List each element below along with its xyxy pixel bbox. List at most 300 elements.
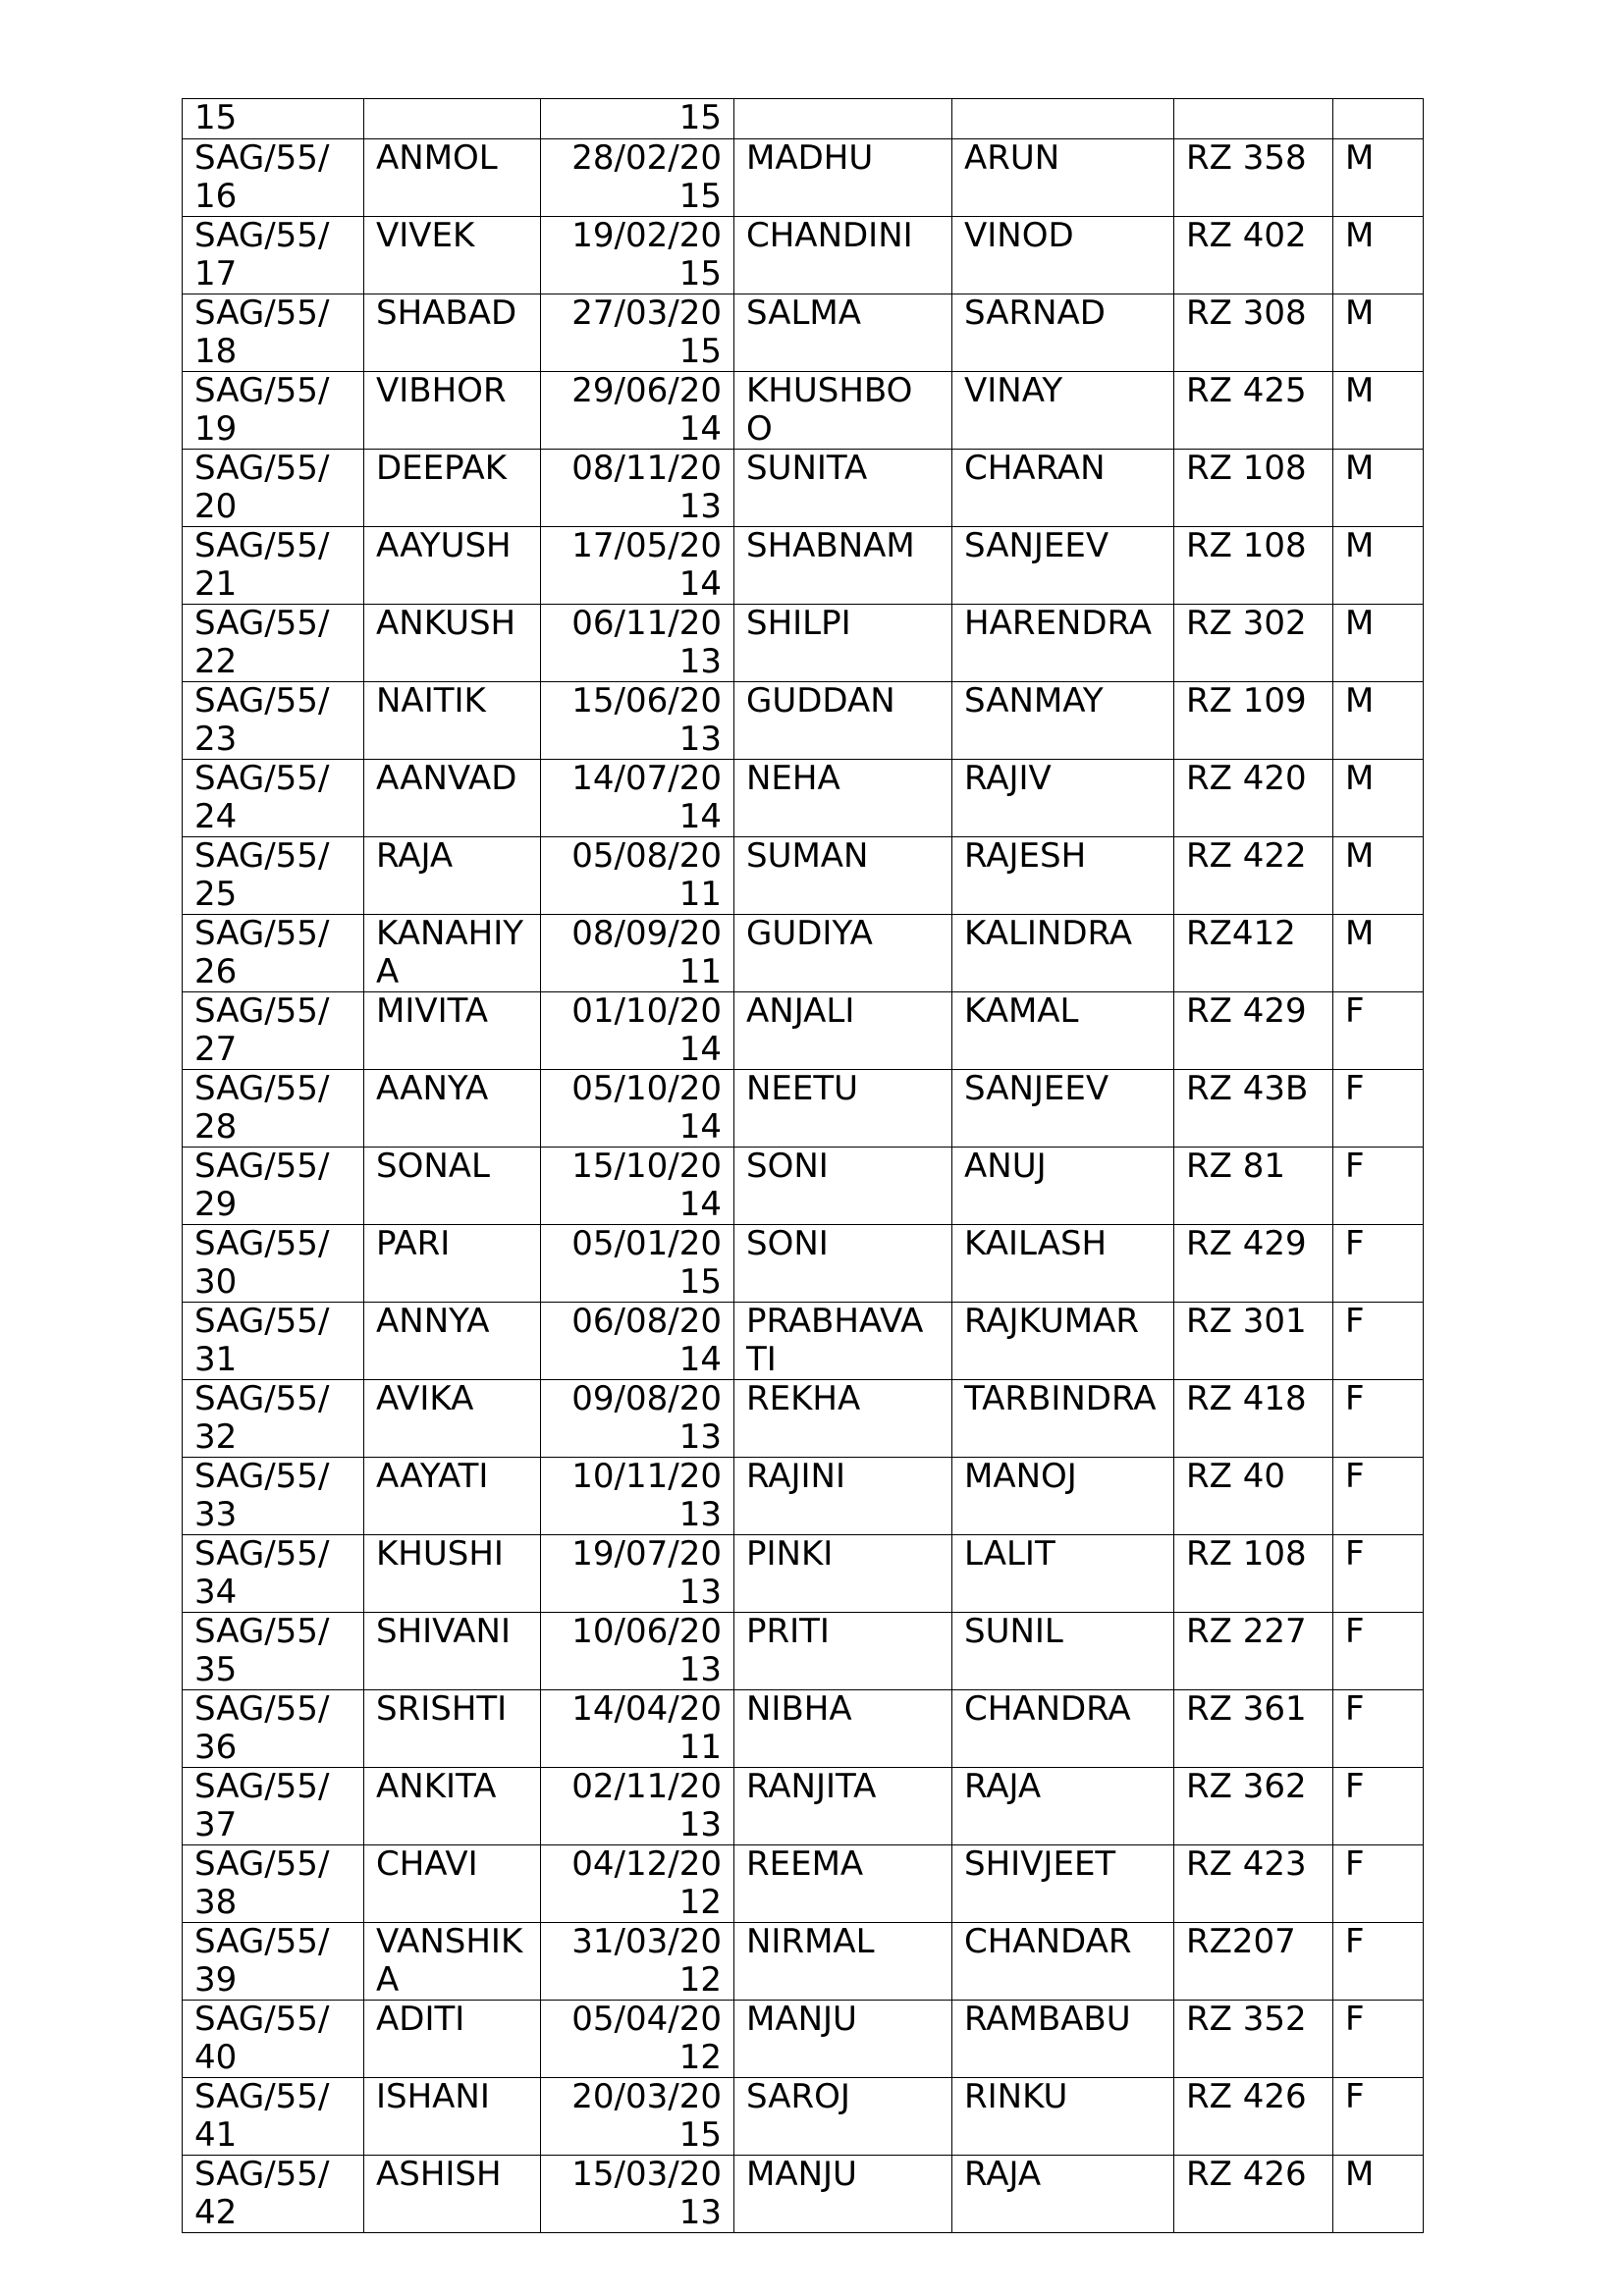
- gender-cell: [1333, 372, 1424, 450]
- admission-number-text: SAG/55/: [194, 1302, 330, 1341]
- student-name-text: RAJA: [376, 836, 454, 876]
- address-cell: [1174, 1768, 1333, 1845]
- admission-number-text: SAG/55/: [194, 1379, 330, 1418]
- gender-cell: [1333, 1845, 1424, 1923]
- admission-number-text: SAG/55/: [194, 2077, 330, 2116]
- mother-name-cell: [734, 2156, 952, 2233]
- date-of-birth-cell: [541, 760, 734, 837]
- gender-text: M: [1345, 371, 1375, 410]
- father-name-cell: [952, 1845, 1174, 1923]
- admission-number-cell: [183, 1458, 364, 1535]
- address-cell: [1174, 1458, 1333, 1535]
- gender-text: F: [1345, 1612, 1365, 1651]
- student-name-text: A: [376, 952, 400, 991]
- father-name-cell: [952, 1303, 1174, 1380]
- mother-name-cell: [734, 605, 952, 682]
- gender-cell: [1333, 2001, 1424, 2078]
- gender-text: F: [1345, 1302, 1365, 1341]
- address-text: RZ 301: [1186, 1302, 1307, 1341]
- student-name-cell: [364, 372, 541, 450]
- admission-number-cell: [183, 1768, 364, 1845]
- date-of-birth-text: 19/02/20: [571, 216, 722, 255]
- admission-number-text: 42: [194, 2193, 238, 2232]
- father-name-text: RAJIV: [964, 759, 1052, 798]
- student-name-cell: [364, 2001, 541, 2078]
- father-name-cell: [952, 1768, 1174, 1845]
- table-row: [183, 837, 1424, 915]
- student-name-text: NAITIK: [376, 681, 486, 721]
- admission-number-text: 17: [194, 254, 238, 294]
- date-of-birth-text: 13: [678, 2193, 722, 2232]
- address-cell: [1174, 2156, 1333, 2233]
- address-cell: [1174, 1380, 1333, 1458]
- date-of-birth-text: 08/09/20: [571, 914, 722, 953]
- gender-text: M: [1345, 449, 1375, 488]
- admission-number-cell: [183, 760, 364, 837]
- mother-name-text: NIRMAL: [746, 1922, 875, 1961]
- student-name-text: AANYA: [376, 1069, 489, 1108]
- student-name-text: DEEPAK: [376, 449, 508, 488]
- gender-text: M: [1345, 216, 1375, 255]
- admission-number-cell: [183, 1303, 364, 1380]
- date-of-birth-text: 13: [678, 1495, 722, 1534]
- father-name-text: SARNAD: [964, 294, 1106, 333]
- father-name-text: ARUN: [964, 138, 1060, 178]
- admission-number-text: 16: [194, 177, 238, 216]
- admission-number-text: SAG/55/: [194, 1844, 330, 1884]
- address-text: RZ 108: [1186, 1534, 1307, 1574]
- student-name-text: SRISHTI: [376, 1689, 508, 1729]
- student-name-text: SONAL: [376, 1147, 490, 1186]
- student-name-text: AAYATI: [376, 1457, 489, 1496]
- admission-number-text: SAG/55/: [194, 681, 330, 721]
- student-name-cell: [364, 99, 541, 139]
- admission-number-cell: [183, 1535, 364, 1613]
- admission-number-text: SAG/55/: [194, 759, 330, 798]
- student-name-text: ANNYA: [376, 1302, 490, 1341]
- date-of-birth-text: 05/10/20: [571, 1069, 722, 1108]
- date-of-birth-text: 13: [678, 487, 722, 526]
- father-name-cell: [952, 1070, 1174, 1148]
- father-name-cell: [952, 1535, 1174, 1613]
- admission-number-text: 36: [194, 1728, 238, 1767]
- admission-number-cell: [183, 605, 364, 682]
- date-of-birth-cell: [541, 1690, 734, 1768]
- address-text: RZ 425: [1186, 371, 1307, 410]
- address-cell: [1174, 837, 1333, 915]
- date-of-birth-text: 14: [678, 409, 722, 449]
- mother-name-cell: [734, 217, 952, 294]
- gender-text: M: [1345, 526, 1375, 565]
- address-text: RZ207: [1186, 1922, 1296, 1961]
- date-of-birth-cell: [541, 915, 734, 992]
- table-row: [183, 605, 1424, 682]
- student-name-cell: [364, 682, 541, 760]
- mother-name-text: REEMA: [746, 1844, 864, 1884]
- mother-name-cell: [734, 1923, 952, 2001]
- mother-name-cell: [734, 837, 952, 915]
- student-name-cell: [364, 992, 541, 1070]
- table-row: [183, 139, 1424, 217]
- address-text: RZ 308: [1186, 294, 1307, 333]
- gender-cell: [1333, 1458, 1424, 1535]
- father-name-cell: [952, 450, 1174, 527]
- address-text: RZ 109: [1186, 681, 1307, 721]
- student-name-cell: [364, 837, 541, 915]
- father-name-cell: [952, 915, 1174, 992]
- date-of-birth-text: 13: [678, 1573, 722, 1612]
- date-of-birth-text: 15: [678, 254, 722, 294]
- student-name-text: ANMOL: [376, 138, 498, 178]
- gender-text: F: [1345, 1689, 1365, 1729]
- admission-number-cell: [183, 837, 364, 915]
- father-name-text: TARBINDRA: [964, 1379, 1157, 1418]
- gender-text: M: [1345, 914, 1375, 953]
- date-of-birth-text: 06/08/20: [571, 1302, 722, 1341]
- student-name-text: VANSHIK: [376, 1922, 523, 1961]
- date-of-birth-cell: [541, 1070, 734, 1148]
- date-of-birth-cell: [541, 1148, 734, 1225]
- father-name-cell: [952, 605, 1174, 682]
- address-cell: [1174, 2078, 1333, 2156]
- date-of-birth-text: 17/05/20: [571, 526, 722, 565]
- gender-cell: [1333, 1070, 1424, 1148]
- student-name-text: PARI: [376, 1224, 451, 1263]
- address-text: RZ 423: [1186, 1844, 1307, 1884]
- admission-number-text: SAG/55/: [194, 138, 330, 178]
- admission-number-cell: [183, 1923, 364, 2001]
- father-name-cell: [952, 2001, 1174, 2078]
- student-name-cell: [364, 1535, 541, 1613]
- father-name-text: CHANDRA: [964, 1689, 1131, 1729]
- mother-name-text: KHUSHBO: [746, 371, 913, 410]
- date-of-birth-text: 11: [678, 1728, 722, 1767]
- address-cell: [1174, 1225, 1333, 1303]
- student-name-text: CHAVI: [376, 1844, 478, 1884]
- address-cell: [1174, 139, 1333, 217]
- mother-name-text: CHANDINI: [746, 216, 913, 255]
- gender-cell: [1333, 682, 1424, 760]
- student-name-text: SHIVANI: [376, 1612, 511, 1651]
- father-name-text: HARENDRA: [964, 604, 1153, 643]
- mother-name-text: ANJALI: [746, 991, 855, 1031]
- mother-name-cell: [734, 2078, 952, 2156]
- father-name-text: RINKU: [964, 2077, 1068, 2116]
- gender-cell: [1333, 760, 1424, 837]
- mother-name-cell: [734, 450, 952, 527]
- admission-number-text: 41: [194, 2115, 238, 2155]
- admission-number-text: 25: [194, 875, 238, 914]
- gender-text: F: [1345, 2000, 1365, 2039]
- father-name-text: RAJA: [964, 2155, 1042, 2194]
- father-name-cell: [952, 760, 1174, 837]
- father-name-text: VINAY: [964, 371, 1063, 410]
- mother-name-cell: [734, 372, 952, 450]
- admission-number-text: SAG/55/: [194, 1457, 330, 1496]
- address-text: RZ 40: [1186, 1457, 1285, 1496]
- student-name-text: ADITI: [376, 2000, 465, 2039]
- admission-number-cell: [183, 1690, 364, 1768]
- mother-name-text: SUNITA: [746, 449, 868, 488]
- mother-name-text: RAJINI: [746, 1457, 846, 1496]
- student-name-text: ASHISH: [376, 2155, 502, 2194]
- gender-cell: [1333, 1148, 1424, 1225]
- father-name-cell: [952, 682, 1174, 760]
- father-name-cell: [952, 1225, 1174, 1303]
- mother-name-cell: [734, 1845, 952, 1923]
- date-of-birth-text: 15/06/20: [571, 681, 722, 721]
- admission-number-text: SAG/55/: [194, 526, 330, 565]
- gender-cell: [1333, 2078, 1424, 2156]
- admission-number-text: 15: [194, 98, 238, 137]
- address-cell: [1174, 294, 1333, 372]
- student-name-cell: [364, 1768, 541, 1845]
- date-of-birth-cell: [541, 992, 734, 1070]
- date-of-birth-cell: [541, 2156, 734, 2233]
- mother-name-cell: [734, 760, 952, 837]
- date-of-birth-text: 12: [678, 1960, 722, 2000]
- gender-cell: [1333, 1380, 1424, 1458]
- student-name-cell: [364, 1070, 541, 1148]
- student-name-cell: [364, 1690, 541, 1768]
- gender-cell: [1333, 527, 1424, 605]
- address-cell: [1174, 992, 1333, 1070]
- date-of-birth-text: 06/11/20: [571, 604, 722, 643]
- admission-number-cell: [183, 682, 364, 760]
- table-row: [183, 915, 1424, 992]
- date-of-birth-text: 12: [678, 1883, 722, 1922]
- admission-number-text: SAG/55/: [194, 1069, 330, 1108]
- student-name-cell: [364, 450, 541, 527]
- admission-number-text: 24: [194, 797, 238, 836]
- table-row: [183, 1535, 1424, 1613]
- address-text: RZ 420: [1186, 759, 1307, 798]
- father-name-cell: [952, 99, 1174, 139]
- address-cell: [1174, 1535, 1333, 1613]
- father-name-cell: [952, 1690, 1174, 1768]
- gender-text: F: [1345, 1844, 1365, 1884]
- father-name-cell: [952, 2156, 1174, 2233]
- father-name-cell: [952, 1458, 1174, 1535]
- address-cell: [1174, 1613, 1333, 1690]
- date-of-birth-text: 13: [678, 720, 722, 759]
- student-name-cell: [364, 1923, 541, 2001]
- table-row: [183, 1148, 1424, 1225]
- date-of-birth-cell: [541, 1303, 734, 1380]
- mother-name-cell: [734, 1458, 952, 1535]
- table-row: [183, 2156, 1424, 2233]
- table-row: [183, 1303, 1424, 1380]
- father-name-text: RAJESH: [964, 836, 1087, 876]
- father-name-cell: [952, 372, 1174, 450]
- gender-cell: [1333, 1923, 1424, 2001]
- table-row: [183, 1225, 1424, 1303]
- table-row: [183, 1845, 1424, 1923]
- admission-number-text: 30: [194, 1262, 238, 1302]
- father-name-text: ANUJ: [964, 1147, 1047, 1186]
- admission-number-cell: [183, 372, 364, 450]
- student-name-cell: [364, 605, 541, 682]
- table-row: [183, 1768, 1424, 1845]
- table-row: [183, 1613, 1424, 1690]
- address-text: RZ412: [1186, 914, 1296, 953]
- address-text: RZ 422: [1186, 836, 1307, 876]
- table-row: [183, 1923, 1424, 2001]
- date-of-birth-cell: [541, 2078, 734, 2156]
- admission-number-cell: [183, 294, 364, 372]
- admission-number-text: 35: [194, 1650, 238, 1689]
- gender-cell: [1333, 915, 1424, 992]
- admission-number-text: SAG/55/: [194, 216, 330, 255]
- father-name-text: SHIVJEET: [964, 1844, 1116, 1884]
- mother-name-cell: [734, 1613, 952, 1690]
- date-of-birth-text: 04/12/20: [571, 1844, 722, 1884]
- admission-number-cell: [183, 139, 364, 217]
- date-of-birth-text: 29/06/20: [571, 371, 722, 410]
- mother-name-cell: [734, 527, 952, 605]
- gender-text: M: [1345, 604, 1375, 643]
- address-text: RZ 418: [1186, 1379, 1307, 1418]
- date-of-birth-text: 15: [678, 332, 722, 371]
- mother-name-text: PINKI: [746, 1534, 834, 1574]
- admission-number-text: SAG/55/: [194, 2000, 330, 2039]
- admission-number-text: SAG/55/: [194, 1689, 330, 1729]
- mother-name-text: TI: [746, 1340, 777, 1379]
- mother-name-cell: [734, 1148, 952, 1225]
- admission-number-text: 26: [194, 952, 238, 991]
- gender-cell: [1333, 992, 1424, 1070]
- gender-cell: [1333, 2156, 1424, 2233]
- student-name-cell: [364, 1613, 541, 1690]
- date-of-birth-text: 15: [678, 177, 722, 216]
- mother-name-cell: [734, 992, 952, 1070]
- mother-name-cell: [734, 1070, 952, 1148]
- gender-text: M: [1345, 836, 1375, 876]
- father-name-cell: [952, 1380, 1174, 1458]
- date-of-birth-text: 27/03/20: [571, 294, 722, 333]
- father-name-text: KAILASH: [964, 1224, 1108, 1263]
- address-cell: [1174, 760, 1333, 837]
- address-cell: [1174, 605, 1333, 682]
- date-of-birth-text: 14: [678, 1030, 722, 1069]
- address-cell: [1174, 2001, 1333, 2078]
- date-of-birth-text: 14: [678, 1107, 722, 1147]
- student-name-cell: [364, 2078, 541, 2156]
- father-name-text: CHARAN: [964, 449, 1106, 488]
- mother-name-text: O: [746, 409, 773, 449]
- address-cell: [1174, 217, 1333, 294]
- student-name-cell: [364, 527, 541, 605]
- student-name-cell: [364, 1458, 541, 1535]
- admission-number-text: 20: [194, 487, 238, 526]
- mother-name-text: SHABNAM: [746, 526, 915, 565]
- student-name-text: SHABAD: [376, 294, 517, 333]
- student-name-text: ANKUSH: [376, 604, 516, 643]
- mother-name-text: NIBHA: [746, 1689, 852, 1729]
- date-of-birth-cell: [541, 1923, 734, 2001]
- address-text: RZ 426: [1186, 2155, 1307, 2194]
- admission-number-cell: [183, 992, 364, 1070]
- table-row: [183, 682, 1424, 760]
- date-of-birth-text: 08/11/20: [571, 449, 722, 488]
- admission-number-text: 29: [194, 1185, 238, 1224]
- date-of-birth-cell: [541, 2001, 734, 2078]
- gender-text: F: [1345, 1379, 1365, 1418]
- father-name-text: KALINDRA: [964, 914, 1133, 953]
- table-row: [183, 992, 1424, 1070]
- mother-name-text: RANJITA: [746, 1767, 877, 1806]
- admission-number-cell: [183, 1613, 364, 1690]
- admission-number-text: 23: [194, 720, 238, 759]
- gender-text: M: [1345, 2155, 1375, 2194]
- father-name-text: RAMBABU: [964, 2000, 1131, 2039]
- gender-cell: [1333, 99, 1424, 139]
- date-of-birth-text: 12: [678, 2038, 722, 2077]
- date-of-birth-cell: [541, 99, 734, 139]
- date-of-birth-text: 14/04/20: [571, 1689, 722, 1729]
- table-row: [183, 2078, 1424, 2156]
- gender-cell: [1333, 1303, 1424, 1380]
- address-cell: [1174, 1845, 1333, 1923]
- admission-number-text: 22: [194, 642, 238, 681]
- date-of-birth-text: 05/04/20: [571, 2000, 722, 2039]
- student-name-cell: [364, 1148, 541, 1225]
- mother-name-text: REKHA: [746, 1379, 861, 1418]
- father-name-cell: [952, 1148, 1174, 1225]
- father-name-text: SANMAY: [964, 681, 1104, 721]
- gender-cell: [1333, 217, 1424, 294]
- address-text: RZ 302: [1186, 604, 1307, 643]
- date-of-birth-cell: [541, 1613, 734, 1690]
- mother-name-text: MADHU: [746, 138, 874, 178]
- mother-name-cell: [734, 1380, 952, 1458]
- gender-cell: [1333, 837, 1424, 915]
- father-name-cell: [952, 1613, 1174, 1690]
- gender-text: M: [1345, 681, 1375, 721]
- admission-number-text: SAG/55/: [194, 449, 330, 488]
- mother-name-cell: [734, 1535, 952, 1613]
- admission-number-text: SAG/55/: [194, 1147, 330, 1186]
- date-of-birth-cell: [541, 217, 734, 294]
- date-of-birth-text: 14: [678, 1340, 722, 1379]
- admission-number-cell: [183, 1380, 364, 1458]
- date-of-birth-cell: [541, 605, 734, 682]
- admission-number-cell: [183, 2156, 364, 2233]
- gender-text: M: [1345, 138, 1375, 178]
- student-name-text: VIBHOR: [376, 371, 507, 410]
- date-of-birth-text: 05/01/20: [571, 1224, 722, 1263]
- admission-number-text: 18: [194, 332, 238, 371]
- mother-name-text: SUMAN: [746, 836, 869, 876]
- date-of-birth-text: 02/11/20: [571, 1767, 722, 1806]
- address-text: RZ 429: [1186, 991, 1307, 1031]
- gender-text: F: [1345, 1224, 1365, 1263]
- admission-number-cell: [183, 2078, 364, 2156]
- address-text: RZ 362: [1186, 1767, 1307, 1806]
- table-row: [183, 760, 1424, 837]
- address-cell: [1174, 1690, 1333, 1768]
- date-of-birth-text: 11: [678, 952, 722, 991]
- admission-number-text: 27: [194, 1030, 238, 1069]
- address-cell: [1174, 450, 1333, 527]
- admission-number-cell: [183, 2001, 364, 2078]
- student-name-cell: [364, 1380, 541, 1458]
- admission-number-cell: [183, 527, 364, 605]
- student-name-cell: [364, 1303, 541, 1380]
- admission-number-text: SAG/55/: [194, 1534, 330, 1574]
- address-cell: [1174, 527, 1333, 605]
- student-name-text: MIVITA: [376, 991, 489, 1031]
